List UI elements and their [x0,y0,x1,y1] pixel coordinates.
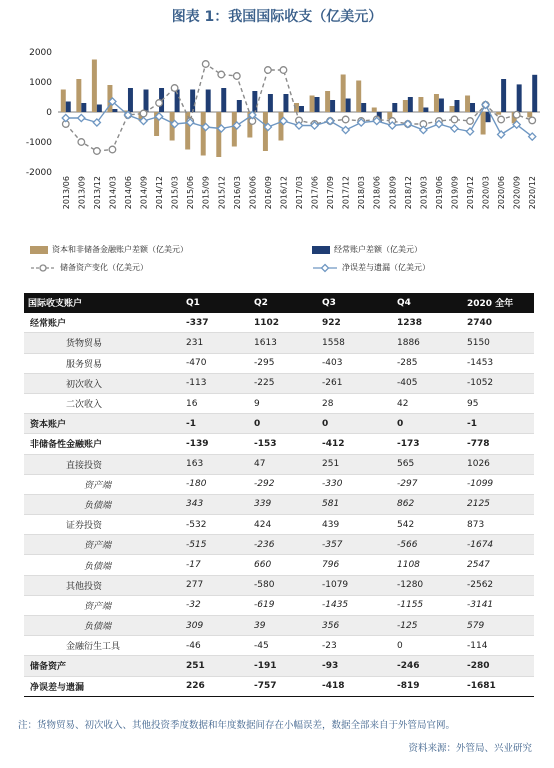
x-tick-label: 2017/09 [326,176,336,210]
table-cell: -285 [393,353,463,373]
row-label: 金融衍生工具 [24,636,182,656]
table-cell: -337 [182,313,250,333]
bar-capital [356,81,361,113]
row-label: 二次收入 [24,393,182,413]
legend-item-reserve [30,262,148,273]
x-tick-label: 2018/12 [403,176,413,210]
row-label: 直接投资 [24,454,182,474]
table-cell: 565 [393,454,463,474]
legend-swatch-capital [30,246,48,254]
table-cell: 28 [318,393,393,413]
x-tick-label: 2020/12 [528,176,538,210]
table-cell: 251 [182,656,250,676]
reserve-point [513,111,520,118]
table-cell: -778 [463,434,534,454]
table-cell: 1558 [318,333,393,353]
table-row [24,494,534,514]
reserve-point [451,116,458,123]
bar-current [128,88,133,112]
table-cell: -246 [393,656,463,676]
legend-label-capital: 资本和非储备金融账户差额（亿美元） [52,245,188,254]
bar-capital [372,108,377,113]
row-label: 负债端 [24,494,182,514]
table-cell: -1280 [393,575,463,595]
x-tick-label: 2013/12 [92,176,102,210]
bar-capital [418,97,423,112]
x-tick-label: 2016/09 [263,176,273,210]
errors-point [451,125,458,132]
table-row [24,434,534,454]
table-cell: -1453 [463,353,534,373]
row-label: 储备资产 [24,656,182,676]
bar-current [439,99,444,113]
table-row [24,656,534,676]
bar-current [454,100,459,112]
table-cell: 1026 [463,454,534,474]
table-row [24,616,534,636]
x-tick-label: 2015/03 [170,176,180,210]
table-cell: 47 [250,454,318,474]
bar-current [346,99,351,113]
table-cell: -330 [318,474,393,494]
table-cell: -403 [318,353,393,373]
legend-swatch-reserve [30,263,56,273]
table-cell: 231 [182,333,250,353]
bar-capital [450,106,455,112]
bar-current [190,90,195,113]
table-cell: 796 [318,555,393,575]
table-row [24,353,534,373]
table-cell: -1079 [318,575,393,595]
legend-item-current [312,244,422,255]
bar-current [268,94,273,112]
table-cell: 0 [393,636,463,656]
legend-label-reserve: 储备资产变化（亿美元） [60,263,148,272]
errors-point [466,128,473,135]
table-cell: -17 [182,555,250,575]
table-row [24,575,534,595]
table-cell: -114 [463,636,534,656]
chart-title: 图表 1：我国国际收支（亿美元） [171,9,383,25]
legend-item-capital [30,244,188,255]
bar-current [470,103,475,112]
table-row [24,636,534,656]
errors-point [498,131,505,138]
x-tick-label: 2020/06 [497,176,507,210]
x-tick-label: 2013/09 [77,176,87,210]
table-cell: 1886 [393,333,463,353]
table-cell: -412 [318,434,393,454]
x-tick-label: 2015/12 [217,175,227,210]
table-cell: -1155 [393,595,463,615]
bar-current [408,97,413,112]
table-row [24,373,534,393]
table-cell: -93 [318,656,393,676]
y-tick-label: 1000 [29,78,52,88]
row-label: 货物贸易 [24,333,182,353]
table-cell: -173 [393,434,463,454]
table-cell: 439 [318,515,393,535]
table-cell: -1681 [463,676,534,696]
bar-capital [481,112,486,135]
reserve-point [529,117,536,124]
bar-current [97,105,102,113]
table-cell: 309 [182,616,250,636]
table-cell: -46 [182,636,250,656]
table-cell: -619 [250,595,318,615]
bar-current [237,100,242,112]
errors-point [342,126,349,133]
x-tick-label: 2019/09 [450,176,460,210]
table-cell: 873 [463,515,534,535]
table-header: Q4 [393,293,463,313]
table-row [24,414,534,434]
x-tick-label: 2019/12 [466,176,476,210]
table-cell: -418 [318,676,393,696]
table-row [24,676,534,696]
x-tick-label: 2020/03 [481,176,491,210]
table-cell: 95 [463,393,534,413]
table-cell: 5150 [463,333,534,353]
bar-current [392,103,397,112]
table-cell: -819 [393,676,463,696]
table-cell: 579 [463,616,534,636]
legend-label-errors: 净误差与遗漏（亿美元） [342,263,430,272]
row-label: 资产端 [24,535,182,555]
row-label: 服务贸易 [24,353,182,373]
table-cell: -1 [463,414,534,434]
bar-current [501,79,506,112]
bar-capital [325,91,330,112]
table-cell: 39 [250,616,318,636]
bar-current [66,102,71,113]
row-label: 资本账户 [24,414,182,434]
table-cell: -295 [250,353,318,373]
bar-capital [92,60,97,113]
table-cell: -1052 [463,373,534,393]
x-tick-label: 2014/09 [139,176,149,210]
table-cell: 542 [393,515,463,535]
reserve-point [234,73,241,80]
y-tick-label: -1000 [25,138,52,148]
table-header: 2020 全年 [463,293,534,313]
table-cell: 343 [182,494,250,514]
bar-capital [278,112,283,141]
table-cell: -45 [250,636,318,656]
table-cell: -515 [182,535,250,555]
row-label: 经常账户 [24,313,182,333]
x-tick-label: 2016/06 [248,176,258,210]
bar-current [532,75,537,112]
reserve-point [202,61,209,68]
table-cell: 862 [393,494,463,514]
legend-swatch-errors [312,263,338,273]
x-tick-label: 2019/03 [419,176,429,210]
bar-current [517,84,522,112]
row-label: 净误差与遗漏 [24,676,182,696]
table-cell: -757 [250,676,318,696]
x-tick-label: 2016/03 [232,176,242,210]
table-cell: 0 [250,414,318,434]
bar-current [283,94,288,112]
bar-capital [216,112,221,157]
table-cell: 1238 [393,313,463,333]
table-cell: -580 [250,575,318,595]
footnote: 注：货物贸易、初次收入、其他投资季度数据和年度数据间存在小幅误差，数据全部来自于外管局官网。 [18,720,456,731]
table-cell: -532 [182,515,250,535]
table-cell: -3141 [463,595,534,615]
table-cell: 251 [318,454,393,474]
bar-capital [61,90,66,113]
bar-current [330,100,335,112]
row-label: 资产端 [24,595,182,615]
table-row [24,535,534,555]
errors-point [420,126,427,133]
table-cell: 1108 [393,555,463,575]
bar-capital [434,94,439,112]
legend-item-errors [312,262,430,273]
table-header: 国际收支账户 [24,293,182,313]
bar-current [206,90,211,113]
table-cell: 581 [318,494,393,514]
table-cell: -1099 [463,474,534,494]
table-cell: -2562 [463,575,534,595]
x-tick-label: 2017/06 [310,176,320,210]
reserve-point [467,118,474,125]
x-tick-label: 2017/12 [341,176,351,210]
table-cell: -292 [250,474,318,494]
table-cell: 660 [250,555,318,575]
table-row [24,595,534,615]
table-cell: 0 [318,414,393,434]
bar-current [144,90,149,113]
reserve-point [78,139,85,146]
table-cell: -236 [250,535,318,555]
table-cell: 2125 [463,494,534,514]
table-cell: 226 [182,676,250,696]
x-tick-label: 2014/06 [123,176,133,210]
table-cell: 277 [182,575,250,595]
reserve-point [342,116,349,123]
x-tick-label: 2013/06 [61,176,71,210]
bar-capital [201,112,206,156]
x-tick-label: 2018/09 [388,176,398,210]
x-tick-label: 2018/03 [357,176,367,210]
table-cell: -405 [393,373,463,393]
balance-table [24,293,534,697]
reserve-point [109,146,116,153]
legend-label-current: 经常账户差额（亿美元） [334,245,422,254]
bar-current [81,103,86,112]
reserve-point [156,100,163,107]
table-cell: -180 [182,474,250,494]
table-cell: 1102 [250,313,318,333]
table-cell: -470 [182,353,250,373]
table-row [24,515,534,535]
table-cell: -1435 [318,595,393,615]
table-cell: 356 [318,616,393,636]
reserve-point [498,116,505,123]
bar-capital [76,79,81,112]
table-cell: 922 [318,313,393,333]
errors-point [78,114,85,121]
x-tick-label: 2014/12 [155,176,165,210]
table-cell: 0 [393,414,463,434]
bar-capital [465,96,470,113]
table-cell: 2740 [463,313,534,333]
x-tick-label: 2018/06 [372,176,382,210]
bar-capital [310,96,315,113]
table-cell: -153 [250,434,318,454]
x-tick-label: 2014/03 [108,176,118,210]
row-label: 负债端 [24,555,182,575]
row-label: 证券投资 [24,515,182,535]
table-row [24,393,534,413]
y-tick-label: 2000 [29,48,52,58]
table-cell: -23 [318,636,393,656]
reserve-point [140,110,147,117]
table-cell: -261 [318,373,393,393]
bar-capital [403,100,408,112]
table-cell: 16 [182,393,250,413]
bar-current [423,108,428,113]
x-tick-label: 2020/09 [512,176,522,210]
bar-current [221,88,226,112]
table-cell: 163 [182,454,250,474]
reserve-point [94,148,101,155]
y-tick-label: 0 [46,108,52,118]
table-row [24,313,534,333]
bar-current [252,91,257,112]
bar-current [361,103,366,112]
table-cell: -225 [250,373,318,393]
bar-capital [341,75,346,113]
bar-current [299,106,304,112]
table-header: Q1 [182,293,250,313]
table-cell: -191 [250,656,318,676]
errors-point [62,114,69,121]
table-cell: -297 [393,474,463,494]
table-cell: -280 [463,656,534,676]
x-tick-label: 2017/03 [295,176,304,210]
table-cell: 424 [250,515,318,535]
row-label: 资产端 [24,474,182,494]
table-cell: -125 [393,616,463,636]
table-cell: -1 [182,414,250,434]
table-header: Q2 [250,293,318,313]
table-row [24,454,534,474]
reserve-point [265,67,272,74]
row-label: 其他投资 [24,575,182,595]
table-cell: 339 [250,494,318,514]
table-cell: 2547 [463,555,534,575]
table-cell: -139 [182,434,250,454]
table-cell: 9 [250,393,318,413]
row-label: 初次收入 [24,373,182,393]
table-row [24,474,534,494]
x-tick-label: 2015/09 [201,176,211,210]
table-cell: 42 [393,393,463,413]
bar-current [315,97,320,112]
legend-swatch-current [312,246,330,254]
source-note: 资料来源：外管局、兴业研究 [408,743,532,754]
chart [0,34,554,234]
reserve-point [218,71,225,78]
table-cell: -113 [182,373,250,393]
x-tick-label: 2016/12 [279,176,289,210]
bar-current [112,109,117,112]
reserve-point [171,85,178,92]
row-label: 非储备性金融账户 [24,434,182,454]
table-cell: 1613 [250,333,318,353]
table-cell: -32 [182,595,250,615]
table-cell: -1674 [463,535,534,555]
bar-capital [496,112,501,115]
reserve-point [280,67,287,74]
x-tick-label: 2015/06 [186,176,196,210]
y-tick-label: -2000 [25,168,52,178]
table-cell: -357 [318,535,393,555]
table-row [24,333,534,353]
x-tick-label: 2019/06 [434,176,444,210]
table-header-row [24,293,534,313]
table-cell: -566 [393,535,463,555]
table-header: Q3 [318,293,393,313]
table-row [24,555,534,575]
row-label: 负债端 [24,616,182,636]
bar-capital [263,112,268,151]
